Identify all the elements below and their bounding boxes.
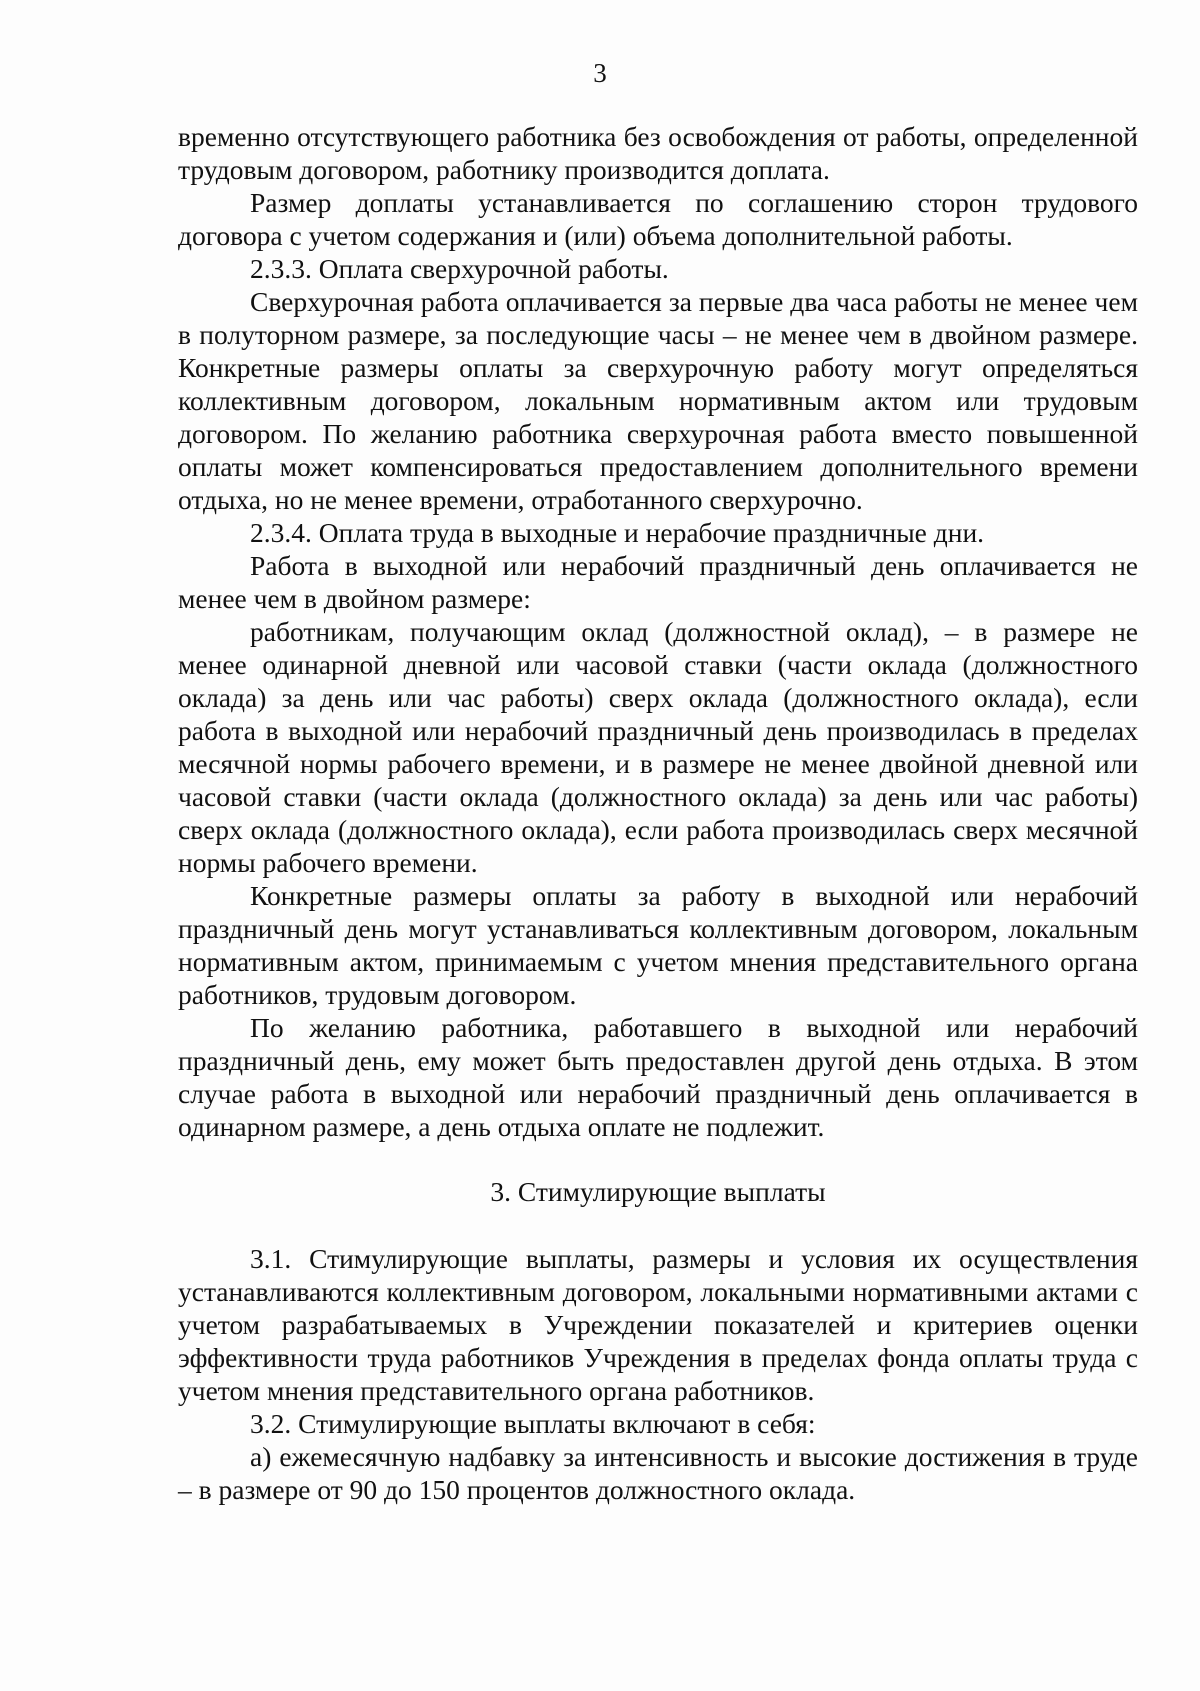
paragraph: временно отсутствующего работника без освобождения от работы, определенной трудовым договором, работнику производится доплата.: [178, 121, 1138, 185]
paragraph: Размер доплаты устанавливается по соглашению сторон трудового договора с учетом содержания и (или) объема дополнительной работы.: [178, 187, 1138, 251]
paragraph: Конкретные размеры оплаты за работу в выходной или нерабочий праздничный день могут устанавливаться коллективным договором, локальным нормативным актом, принимаемым с учетом мнения представительного органа работников, трудовым договором.: [178, 880, 1138, 1010]
paragraph: Сверхурочная работа оплачивается за первые два часа работы не менее чем в полуторном размере, за последующие часы – не менее чем в двойном размере. Конкретные размеры оплаты за сверхурочную работу могут определяться коллективным договором, локальным нормативным актом или трудовым договором. По желанию работника сверхурочная работа вместо повышенной оплаты может компенсироваться предоставлением дополнительного времени отдыха, но не менее времени, отработанного сверхурочно.: [178, 286, 1138, 515]
paragraph: а) ежемесячную надбавку за интенсивность и высокие достижения в труде – в размере от 90 до 150 процентов должностного оклада.: [178, 1441, 1138, 1505]
document-body: [178, 120, 1138, 1506]
paragraph: По желанию работника, работавшего в выходной или нерабочий праздничный день, ему может быть предоставлен другой день отдыха. В этом случае работа в выходной или нерабочий праздничный день оплачивается в одинарном размере, а день отдыха оплате не подлежит.: [178, 1012, 1138, 1142]
page-number: 3: [593, 58, 607, 88]
subsection-title: 2.3.4. Оплата труда в выходные и нерабочие праздничные дни.: [250, 517, 985, 548]
paragraph: 3.2. Стимулирующие выплаты включают в себя:: [250, 1408, 816, 1439]
section-heading: 3. Стимулирующие выплаты: [490, 1176, 826, 1207]
paragraph: работникам, получающим оклад (должностной оклад), – в размере не менее одинарной дневной или часовой ставки (части оклада (должностного оклада) за день или час работы) сверх оклада (должностного оклада), если работа в выходной или нерабочий праздничный день производилась в пределах месячной нормы рабочего времени, и в размере не менее двойной дневной или часовой ставки (части оклада (должностного оклада) за день или час работы) сверх оклада (должностного оклада), если работа производилась сверх месячной нормы рабочего времени.: [178, 616, 1138, 878]
subsection-title: 2.3.3. Оплата сверхурочной работы.: [250, 253, 669, 284]
paragraph: 3.1. Стимулирующие выплаты, размеры и условия их осуществления устанавливаются коллективным договором, локальными нормативными актами с учетом разрабатываемых в Учреждении показателей и критериев оценки эффективности труда работников Учреждения в пределах фонда оплаты труда с учетом мнения представительного органа работников.: [178, 1243, 1138, 1406]
paragraph: Работа в выходной или нерабочий праздничный день оплачивается не менее чем в двойном размере:: [178, 550, 1138, 614]
